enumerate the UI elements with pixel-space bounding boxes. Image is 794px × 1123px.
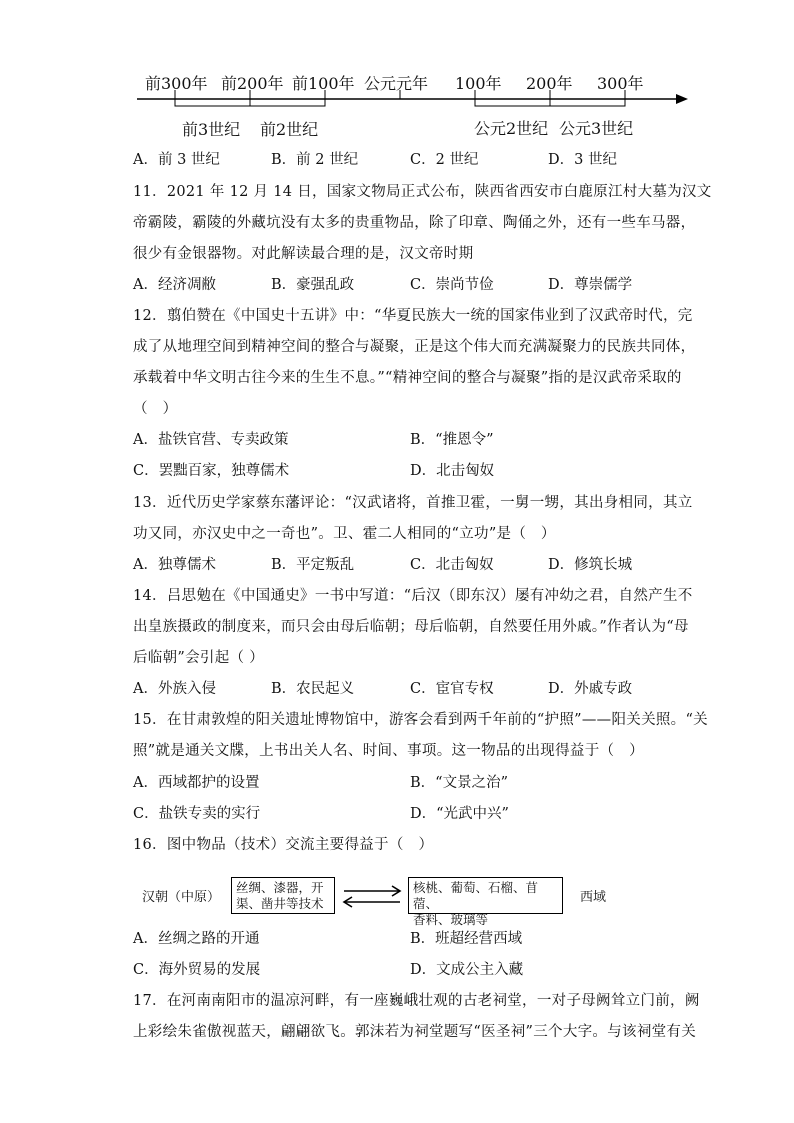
option-c[interactable]: C．崇尚节俭 (410, 277, 494, 293)
question-text-line: 出皇族摄政的制度来，而只会由母后临朝；母后临朝，自然要任用外戚。”作者认为“母 (133, 619, 689, 635)
timeline-bracket-label: 前3世纪 (182, 120, 241, 139)
timeline-tick-label: 公元元年 (364, 74, 429, 93)
option-d[interactable]: D．修筑长城 (548, 557, 633, 573)
timeline-tick-label: 前200年 (221, 74, 284, 93)
option-d[interactable]: D．文成公主入藏 (410, 962, 524, 978)
diagram-box-line: 香料、玻璃等 (413, 912, 489, 927)
diagram-box-line: 丝绸、漆器，开 (236, 880, 324, 895)
double-arrow-icon (340, 884, 404, 910)
question-text-line: 承载着中华文明古往今来的生生不息。”“精神空间的整合与凝聚”指的是汉武帝采取的 (133, 370, 682, 386)
option-a[interactable]: A．丝绸之路的开通 (133, 931, 260, 947)
timeline-tick-label: 100年 (455, 74, 502, 93)
option-a[interactable]: A．经济凋敝 (133, 277, 216, 293)
diagram-box-line: 渠、凿井等技术 (236, 896, 324, 911)
question-text-line: （ ） (133, 401, 178, 417)
option-a[interactable]: A．独尊儒术 (133, 557, 216, 573)
option-b[interactable]: B．前 2 世纪 (271, 152, 359, 168)
question-text-line: 成了从地理空间到精神空间的整合与凝聚，正是这个伟大而充满凝聚力的民族共同体， (133, 339, 696, 355)
option-a[interactable]: A．前 3 世纪 (133, 152, 220, 168)
option-c[interactable]: C．罢黜百家，独尊儒术 (133, 463, 290, 479)
question-text-line: 很少有金银器物。对此解读最合理的是，汉文帝时期 (133, 246, 474, 262)
option-b[interactable]: B．“文景之治” (410, 775, 508, 791)
option-c[interactable]: C．北击匈奴 (410, 557, 494, 573)
question-text-line: 功又同，亦汉史中之一奇也”。卫、霍二人相同的“立功”是（ ） (133, 526, 556, 542)
timeline-bracket-label: 公元3世纪 (559, 119, 634, 138)
option-c[interactable]: C．盐铁专卖的实行 (133, 806, 261, 822)
question-text-line: 15．在甘肃敦煌的阳关遗址博物馆中，游客会看到两千年前的“护照”——阳关关照。“关 (133, 712, 708, 728)
option-b[interactable]: B．豪强乱政 (271, 277, 355, 293)
question-text-line: 帝霸陵，霸陵的外藏坑没有太多的贵重物品，除了印章、陶俑之外，还有一些车马器， (133, 215, 696, 231)
option-a[interactable]: A．西域都护的设置 (133, 775, 260, 791)
timeline-bracket-label: 公元2世纪 (474, 119, 549, 138)
diagram-left-label: 汉朝（中原） (142, 890, 221, 905)
option-a[interactable]: A．外族入侵 (133, 681, 216, 697)
timeline-tick-label: 300年 (597, 74, 644, 93)
option-d[interactable]: D．3 世纪 (548, 152, 617, 168)
diagram-right-box (408, 877, 563, 927)
option-c[interactable]: C．宦官专权 (410, 681, 494, 697)
option-d[interactable]: D．北击匈奴 (410, 463, 495, 479)
question-text-line: 14．吕思勉在《中国通史》一书中写道：“后汉（即东汉）屡有冲幼之君，自然产生不 (133, 588, 693, 604)
timeline-bracket-label: 前2世纪 (260, 120, 319, 139)
question-text-line: 照”就是通关文牒，上书出关人名、时间、事项。这一物品的出现得益于（ ） (133, 743, 644, 759)
timeline-tick-label: 前100年 (292, 74, 355, 93)
option-d[interactable]: D．外戚专政 (548, 681, 633, 697)
question-text-line: 16．图中物品（技术）交流主要得益于（ ） (133, 837, 434, 853)
option-a[interactable]: A．盐铁官营、专卖政策 (133, 432, 289, 448)
question-text-line: 12．翦伯赞在《中国史十五讲》中：“华夏民族大一统的国家伟业到了汉武帝时代，完 (133, 308, 693, 324)
diagram-left-box (231, 877, 335, 914)
option-d[interactable]: D．“光武中兴” (410, 806, 509, 822)
question-text-line: 11．2021 年 12 月 14 日，国家文物局正式公布，陕西省西安市白鹿原江村大墓为汉文 (133, 184, 712, 200)
option-b[interactable]: B．平定叛乱 (271, 557, 355, 573)
timeline-tick-label: 200年 (526, 74, 573, 93)
option-c[interactable]: C．海外贸易的发展 (133, 962, 261, 978)
question-text-line: 上彩绘朱雀傲视蓝天，翩翩欲飞。郭沫若为祠堂题写“医圣祠”三个大字。与该祠堂有关 (133, 1024, 697, 1040)
diagram-box-line: 核桃、葡萄、石榴、苜蓿、 (413, 880, 539, 911)
option-b[interactable]: B．“推恩令” (410, 432, 494, 448)
option-c[interactable]: C．2 世纪 (410, 152, 479, 168)
diagram-right-label: 西域 (580, 890, 607, 905)
question-text-line: 后临朝”会引起（ ） (133, 650, 265, 666)
option-b[interactable]: B．班超经营西域 (410, 931, 523, 947)
option-d[interactable]: D．尊崇儒学 (548, 277, 633, 293)
question-text-line: 13．近代历史学家蔡东藩评论：“汉武诸将，首推卫霍，一舅一甥，其出身相同，其立 (133, 495, 693, 511)
question-text-line: 17．在河南南阳市的温凉河畔，有一座巍峨壮观的古老祠堂，一对子母阙耸立门前，阙 (133, 993, 700, 1009)
option-b[interactable]: B．农民起义 (271, 681, 355, 697)
timeline-tick-label: 前300年 (145, 74, 208, 93)
